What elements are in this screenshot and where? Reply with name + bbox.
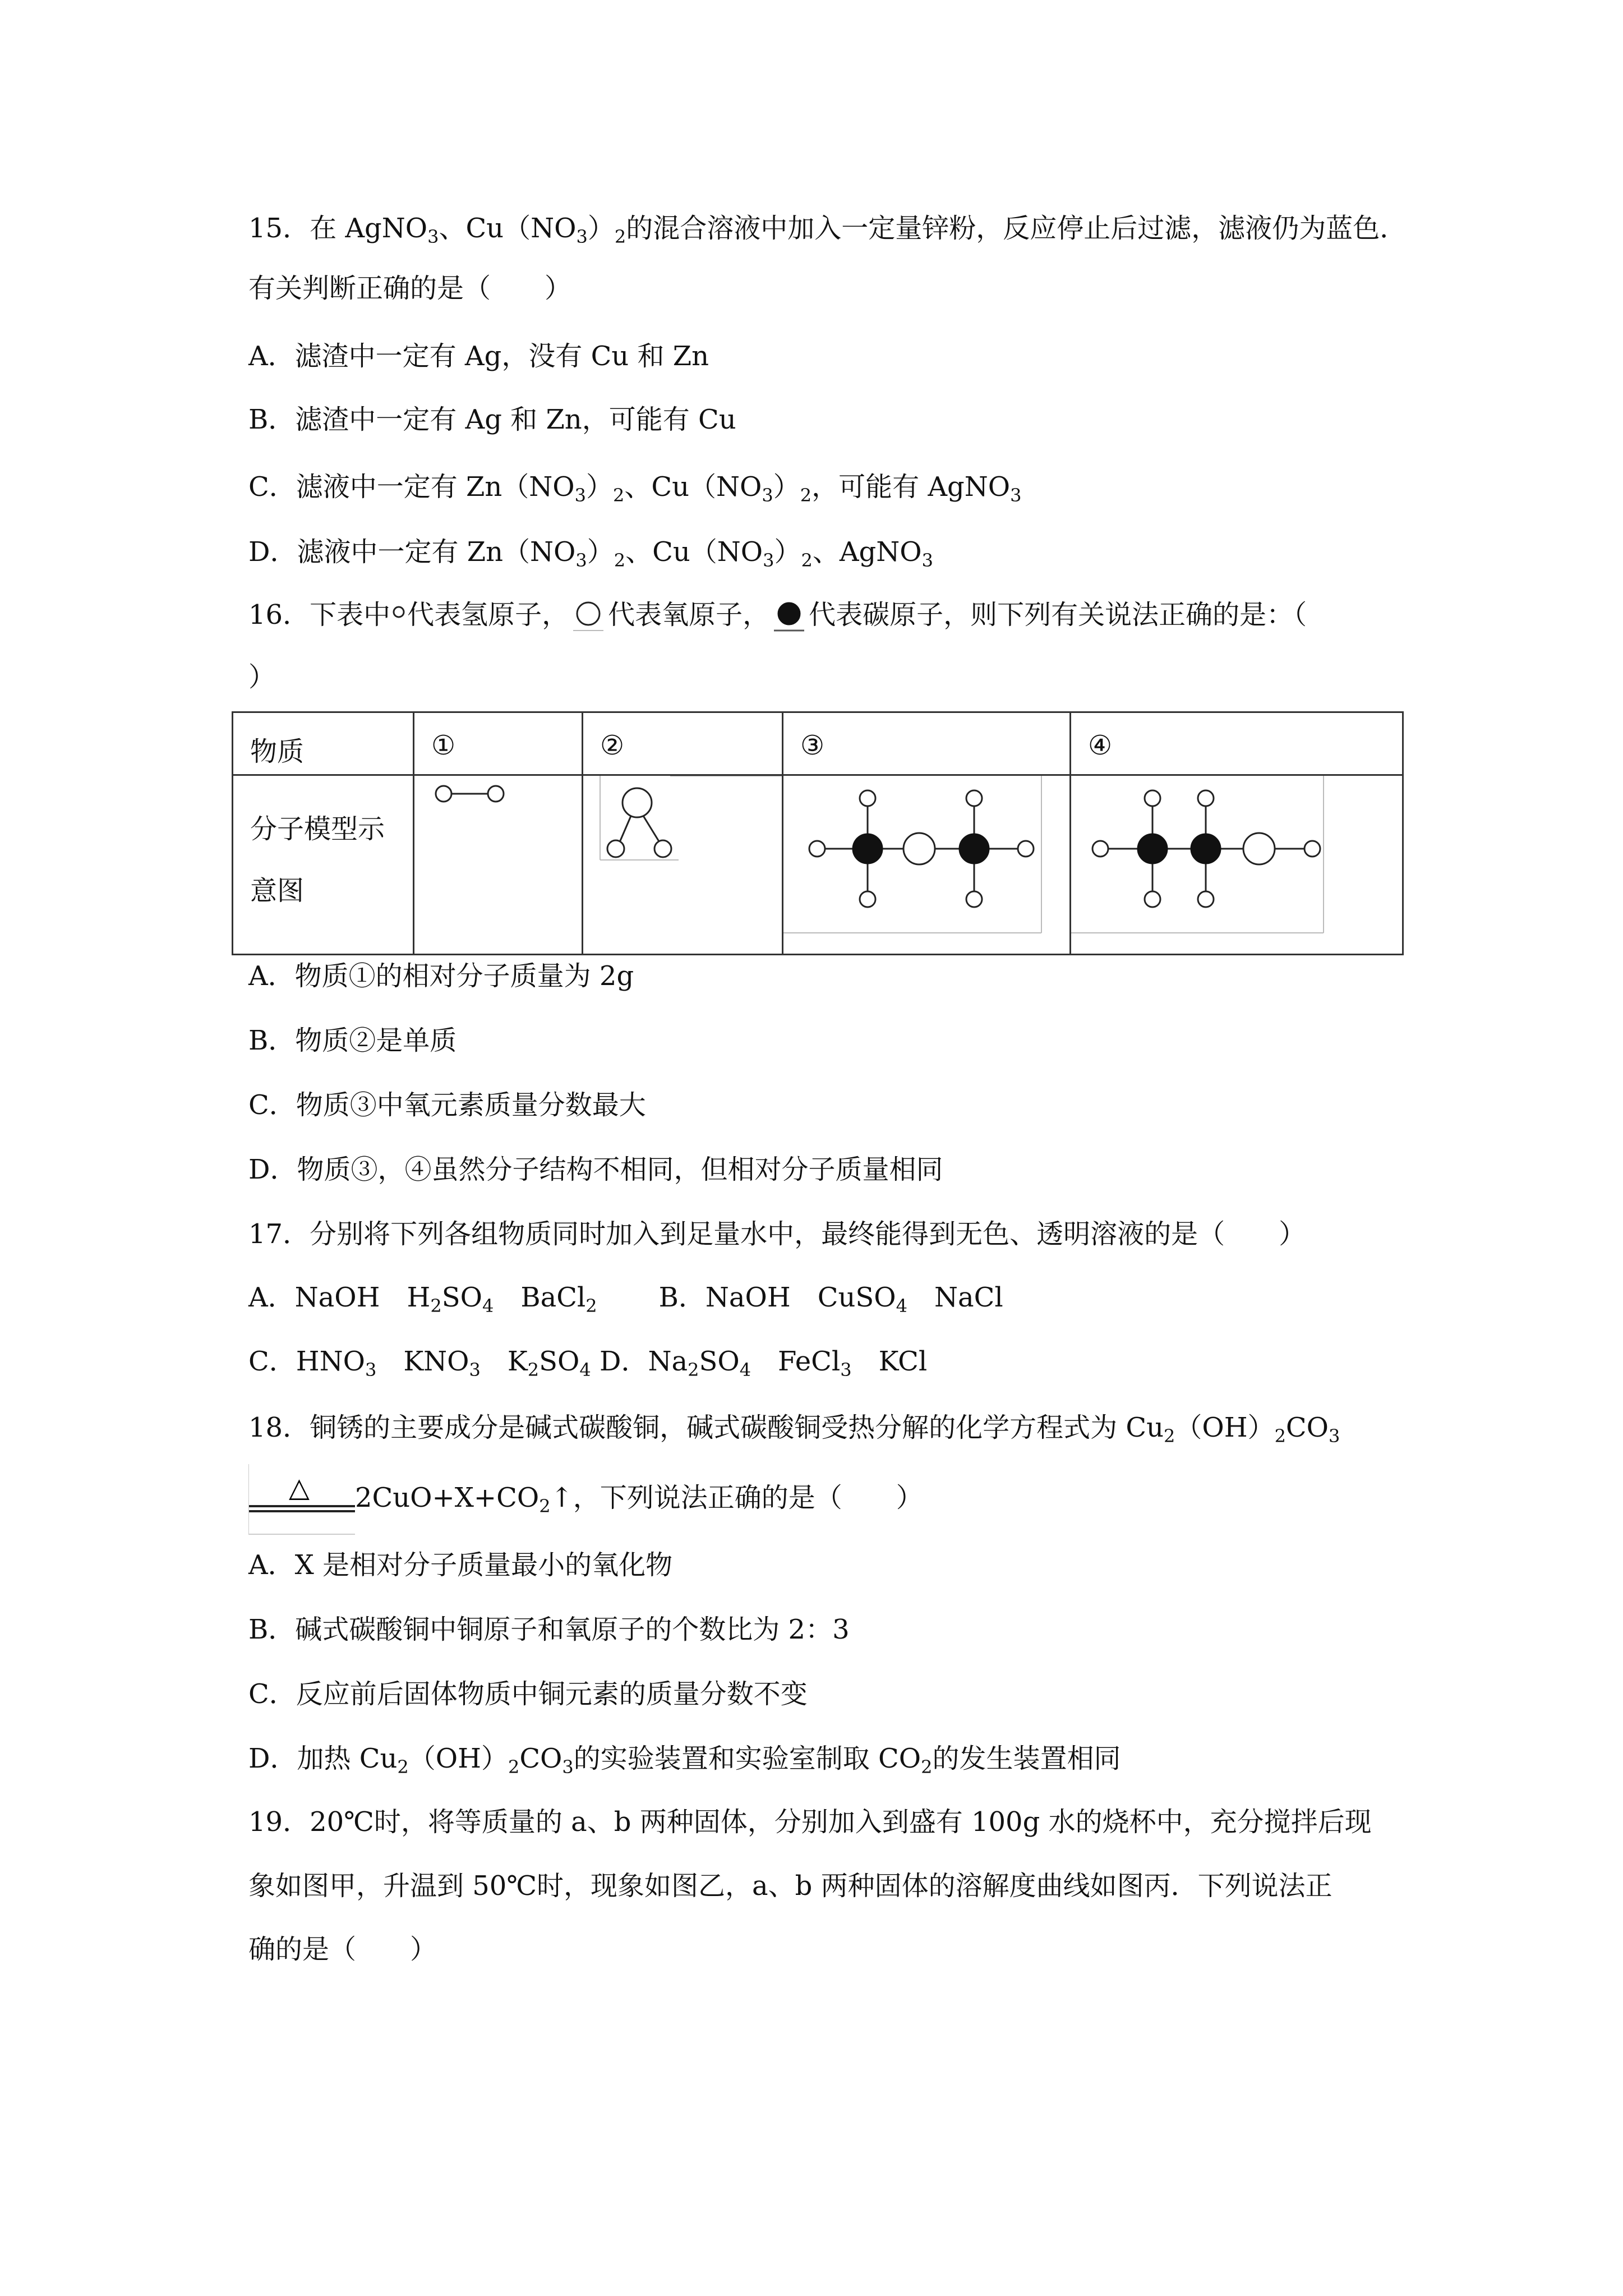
heating-equation-arrow bbox=[248, 1464, 355, 1537]
q18-stem-line2: $2CuO+X+CO_2↑$，下列说法正确的是（ ） bbox=[355, 1482, 923, 1517]
molecule-4-cell bbox=[1071, 775, 1403, 955]
oxygen-atom-icon bbox=[569, 600, 608, 634]
carbon-atom-icon bbox=[769, 600, 809, 634]
table-header-2: ② bbox=[583, 712, 783, 775]
delta-symbol: △ bbox=[289, 1472, 310, 1503]
table-header-1: ① bbox=[414, 712, 583, 775]
q16-option-b: B．物质②是单质 bbox=[248, 1025, 457, 1056]
table-row-label: 分子模型示 意图 bbox=[233, 775, 414, 955]
q15-option-c: C．滤液中一定有 $Zn(NO_3)_2$、$Cu(NO_3)_2$，可能有 AgNO$_3$ bbox=[248, 471, 1022, 506]
q16-stem-line1: 16．下表中 代表氢原子， 代表氧原子， 代表碳原子，则下列有关说法正确的是：（ bbox=[248, 598, 1307, 634]
q18-option-a: A．X 是相对分子质量最小的氧化物 bbox=[248, 1549, 673, 1581]
q17-options-cd: C．$HNO_3$ $KNO_3$ $K_2SO_4$ D．$Na_2SO_4$ FeCl$_3$ KCl bbox=[248, 1346, 928, 1381]
q17-options-ab: A．NaOH $H_2SO_4$ BaCl$_2$ B．NaOH CuSO$_4$ NaCl bbox=[248, 1282, 1003, 1317]
q15-option-d: D．滤液中一定有 $Zn(NO_3)_2$、$Cu(NO_3)_2$、AgNO$_3$ bbox=[248, 536, 933, 571]
q17-stem: 17．分别将下列各组物质同时加入到足量水中，最终能得到无色、透明溶液的是（ ） bbox=[248, 1218, 1306, 1250]
q15-stem-line1: 15．在 AgNO$_3$、$Cu(NO_3)_2$的混合溶液中加入一定量锌粉，反应停止后过滤，滤液仍为蓝色． bbox=[248, 213, 1407, 247]
table-header-label: 物质 bbox=[233, 712, 414, 775]
q16-option-a: A．物质①的相对分子质量为 2g bbox=[248, 960, 634, 992]
q16-option-d: D．物质③，④虽然分子结构不相同，但相对分子质量相同 bbox=[248, 1154, 943, 1185]
q16-option-c: C．物质③中氧元素质量分数最大 bbox=[248, 1089, 646, 1121]
q15-option-a: A．滤渣中一定有 Ag，没有 Cu 和 Zn bbox=[248, 341, 709, 372]
q18-stem-line1: 18．铜锈的主要成分是碱式碳酸铜，碱式碳酸铜受热分解的化学方程式为 $Cu_2(OH)_2CO_3$ bbox=[248, 1412, 1340, 1447]
molecule-2-diagram bbox=[583, 776, 782, 947]
molecule-1-diagram bbox=[414, 776, 582, 947]
molecule-table bbox=[232, 711, 1404, 955]
q15-stem-line2: 有关判断正确的是（ ） bbox=[248, 273, 572, 304]
table-header-3: ③ bbox=[783, 712, 1071, 775]
molecule-4-diagram bbox=[1071, 776, 1402, 947]
q19-stem-line1: 19．20℃时，将等质量的 a、b 两种固体，分别加入到盛有 100g 水的烧杯中，充分搅拌后现 bbox=[248, 1806, 1372, 1838]
table-header-4: ④ bbox=[1071, 712, 1403, 775]
hydrogen-atom-icon bbox=[390, 603, 407, 631]
molecule-3-cell bbox=[783, 775, 1071, 955]
q18-option-d: D．加热 $Cu_2(OH)_2CO_3$的实验装置和实验室制取 $CO_2$的发生装置相同 bbox=[248, 1743, 1121, 1778]
molecule-1-cell bbox=[414, 775, 583, 955]
molecule-2-cell bbox=[583, 775, 783, 955]
q16-stem-line2: ） bbox=[248, 661, 276, 693]
q19-stem-line3: 确的是（ ） bbox=[248, 1934, 437, 1965]
q19-stem-line2: 象如图甲，升温到 50℃时，现象如图乙，a、b 两种固体的溶解度曲线如图丙．下列说法正 bbox=[248, 1870, 1332, 1902]
q15-option-b: B．滤渣中一定有 Ag 和 Zn，可能有 Cu bbox=[248, 404, 736, 435]
molecule-3-diagram bbox=[783, 776, 1069, 947]
q18-option-b: B．碱式碳酸铜中铜原子和氧原子的个数比为 2：3 bbox=[248, 1614, 850, 1645]
q18-option-c: C．反应前后固体物质中铜元素的质量分数不变 bbox=[248, 1678, 808, 1710]
